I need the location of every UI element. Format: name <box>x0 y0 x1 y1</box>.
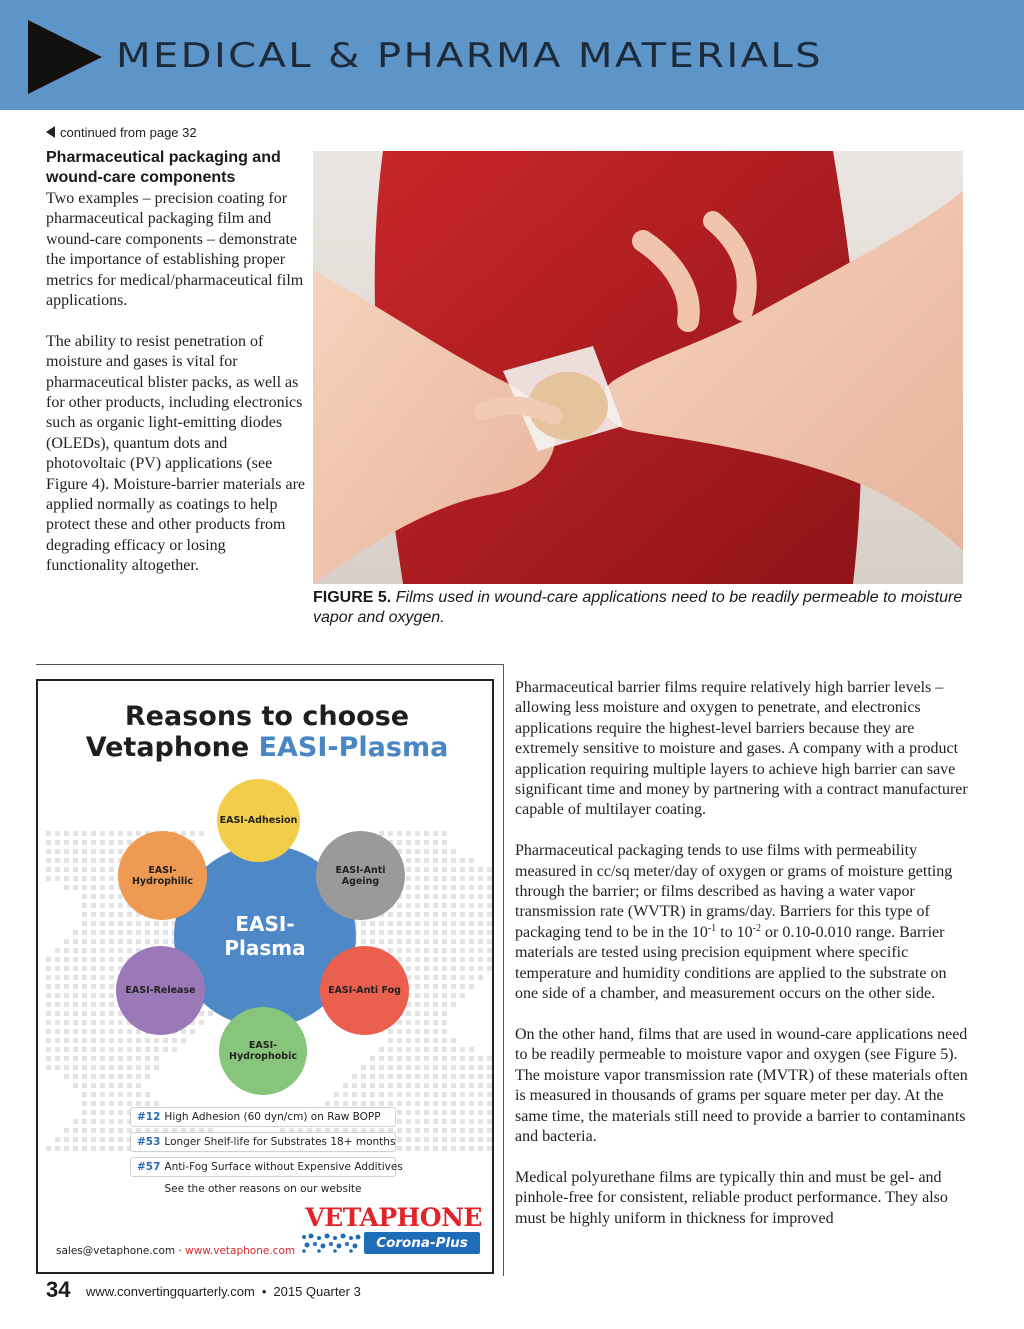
divider-vertical <box>503 664 504 1276</box>
figure-label: FIGURE 5. <box>313 589 392 606</box>
superscript: -1 <box>707 922 717 934</box>
ad-website-link[interactable]: www.vetaphone.com <box>185 1245 296 1257</box>
reason-text: Longer Shelf-life for Substrates 18+ months <box>164 1136 396 1148</box>
right-column-text <box>515 678 970 1249</box>
ad-email[interactable]: sales@vetaphone.com <box>56 1245 176 1257</box>
ad-headline-line1: Reasons to choose <box>124 701 410 732</box>
reason-item <box>130 1107 396 1127</box>
page-number: 34 <box>46 1277 71 1302</box>
text-run: to 10 <box>716 923 753 941</box>
contact-separator: · <box>175 1245 186 1257</box>
reason-text: Anti-Fog Surface without Expensive Additives <box>164 1161 403 1173</box>
reason-number: #53 <box>137 1136 161 1148</box>
ad-headline <box>38 701 494 763</box>
feature-hydrophilic: EASI-Hydrophilic <box>118 831 207 920</box>
divider-horizontal <box>36 664 503 665</box>
figure-photo <box>313 151 963 584</box>
feature-release: EASI-Release <box>116 946 205 1035</box>
footer-bullet: • <box>261 1284 267 1299</box>
center-line2: Plasma <box>224 936 306 960</box>
footer-issue: 2015 Quarter 3 <box>273 1284 361 1299</box>
continued-text: continued from page 32 <box>60 125 197 140</box>
section-title: MEDICAL & PHARMA MATERIALS <box>116 36 823 76</box>
reason-item <box>130 1157 403 1177</box>
feature-anti-ageing: EASI-Anti Ageing <box>316 831 405 920</box>
paragraph: Pharmaceutical barrier films require relatively high barrier levels – allowing less moisture and oxygen to penetrate, and electronics applications require the highest-level barriers because they are extremely sensitive to moisture and gases. A company with a product application requiring multiple layers to achieve high barrier can save significant time and money by partnering with a contract manufacturer capable of multilayer coating. <box>515 679 968 819</box>
corona-plus-logo: Corona-Plus <box>364 1232 480 1254</box>
figure-caption-text: Films used in wound-care applications need to be readily permeable to moisture vapor and oxygen. <box>313 589 963 626</box>
feature-adhesion: EASI-Adhesion <box>217 779 300 862</box>
center-line1: EASI- <box>235 912 295 936</box>
ad-contact <box>56 1245 295 1257</box>
wound-dressing-photo <box>313 151 963 584</box>
feature-anti-fog: EASI-Anti Fog <box>320 946 409 1035</box>
continued-note <box>46 125 197 140</box>
corona-dots-icon <box>300 1232 362 1254</box>
paragraph: The ability to resist penetration of moisture and gases is vital for pharmaceutical blister packs, as well as for other products, including electronics such as organic light-emitting diodes (OLEDs), quantum dots and photovoltaic (PV) applications (see Figure 4). Moisture-barrier materials are applied normally as coatings to help protect these and other products from degrading efficacy or losing functionality altogether. <box>46 332 306 575</box>
arrow-left-icon <box>46 126 55 138</box>
advertisement[interactable] <box>36 679 494 1274</box>
page-header <box>0 0 1024 110</box>
feature-hydrophobic: EASI-Hydrophobic <box>219 1007 307 1095</box>
reason-number: #57 <box>137 1161 161 1173</box>
ad-headline-brand: Vetaphone <box>85 732 259 763</box>
paragraph <box>515 841 970 1004</box>
left-column-text <box>46 189 308 597</box>
paragraph: On the other hand, films that are used in wound-care applications need to be readily permeable to moisture vapor and oxygen (see Figure 5). The moisture vapor transmission rate (MVTR) of these materials often is measured in thousands of grams per square meter per day. At the same time, the materials still need to provide a barrier to contaminants and bacteria. <box>515 1025 968 1145</box>
ad-headline-product: EASI-Plasma <box>258 732 449 763</box>
subsection-heading: Pharmaceutical packaging and wound-care components <box>46 149 281 186</box>
text-run: Pharmaceutical packaging tends to use films with permeability measured in cc/sq meter/day of oxygen or grams of moisture getting through the barrier; or films described as having a water vapor transmission rate (WVTR) in grams/day. Barriers for this type of packaging tend to be in the 10 <box>515 842 953 941</box>
superscript: -2 <box>752 922 761 934</box>
footer-info <box>86 1284 361 1299</box>
play-arrow-icon <box>28 20 102 94</box>
paragraph: Two examples – precision coating for pharmaceutical packaging film and wound-care components – demonstrate the importance of establishing proper metrics for medical/pharmaceutical film applications. <box>46 190 304 310</box>
text-run: or 0.10-0.010 range. Barrier materials are tested using precision equipment where specific temperature and humidity conditions are applied to the substrate on one side of a chamber, and measurement occurs on the other side. <box>515 923 947 1003</box>
paragraph: Medical polyurethane films are typically thin and must be gel- and pinhole-free for consistent, reliable product performance. They also must be highly uniform in thickness for improved <box>515 1168 948 1227</box>
vetaphone-logo: VETAPHONE <box>305 1203 482 1232</box>
footer-site[interactable]: www.convertingquarterly.com <box>86 1284 255 1299</box>
see-other-reasons: See the other reasons on our website <box>164 1183 362 1195</box>
reason-number: #12 <box>137 1111 161 1123</box>
reason-item <box>130 1132 396 1152</box>
figure-caption <box>313 588 973 628</box>
reason-text: High Adhesion (60 dyn/cm) on Raw BOPP <box>164 1111 381 1123</box>
